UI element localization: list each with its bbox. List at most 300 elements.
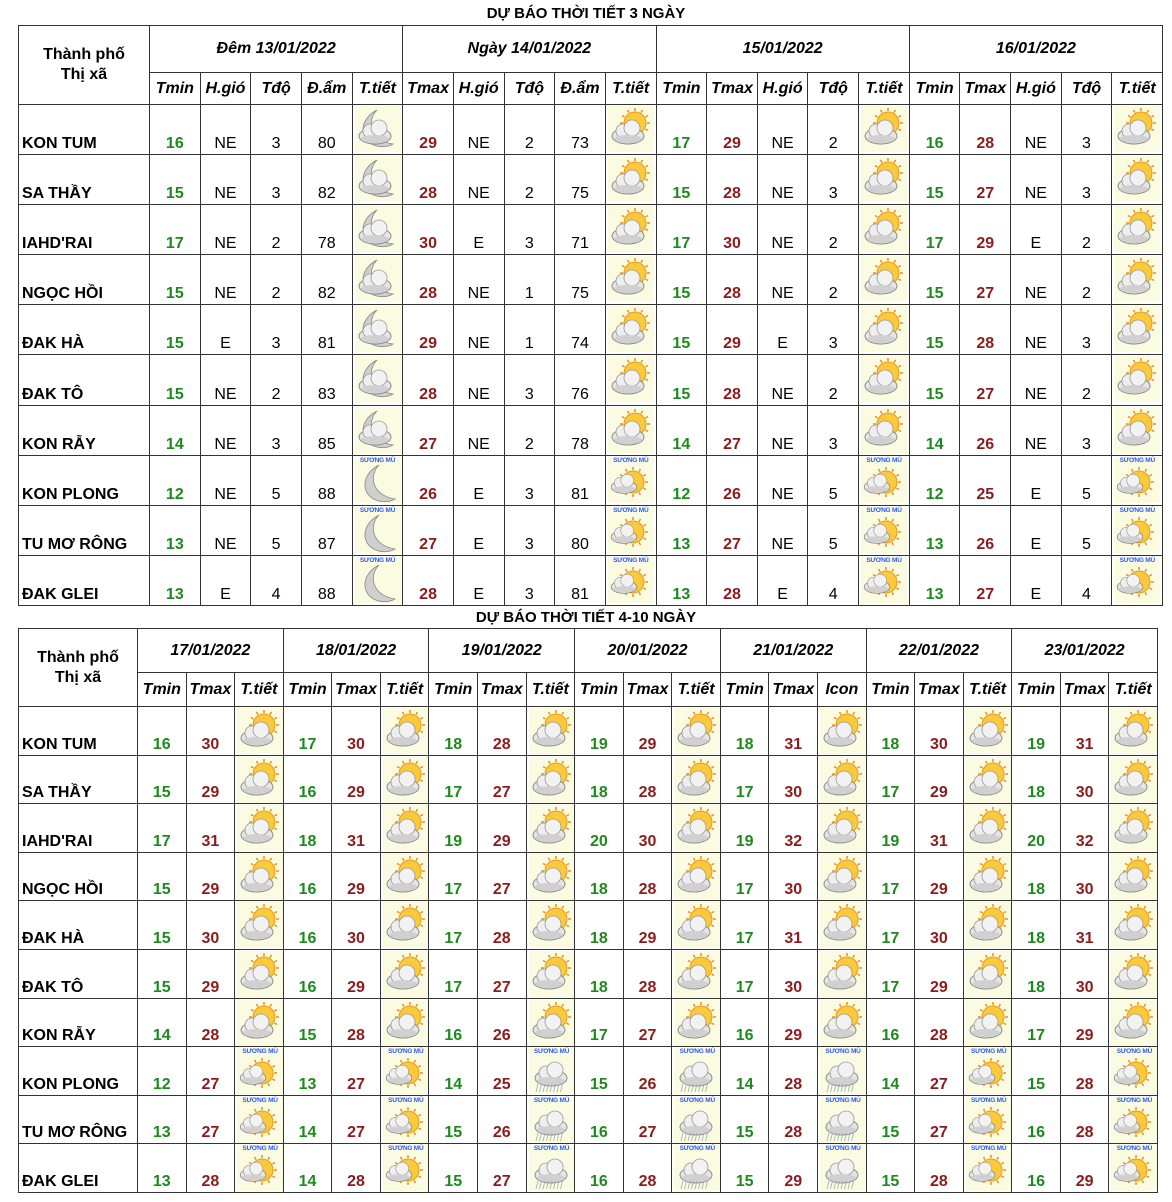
- fog-sunny-icon: [861, 557, 907, 603]
- tmax-value: 30: [915, 901, 964, 950]
- column-header: T.tiết: [859, 73, 910, 105]
- value-cell: 2: [1061, 355, 1112, 405]
- value-cell: 88: [301, 555, 352, 605]
- table-row: [19, 205, 1163, 255]
- tmin-value: 16: [575, 1144, 624, 1193]
- partly-cloudy-icon: [861, 407, 907, 453]
- value-cell: 5: [251, 455, 302, 505]
- partly-cloudy-icon: [529, 854, 575, 900]
- tmax-value: 26: [960, 505, 1011, 555]
- column-header: Tmax: [403, 73, 454, 105]
- place-name: KON PLONG: [19, 1047, 138, 1096]
- tmax-value: 28: [186, 998, 235, 1047]
- tmin-value: 15: [283, 998, 332, 1047]
- fog-sunny-icon: [861, 507, 907, 553]
- weather-icon-cell: [235, 1047, 284, 1096]
- value-cell: 78: [301, 205, 352, 255]
- partly-cloudy-icon: [820, 805, 866, 851]
- tmin-value: 15: [429, 1144, 478, 1193]
- fog-label: SƯƠNG MÙ: [1116, 1145, 1153, 1153]
- value-cell: 76: [555, 355, 606, 405]
- weather-icon-cell: [1109, 901, 1158, 950]
- column-header: Tmin: [283, 673, 332, 707]
- partly-cloudy-icon: [383, 1000, 429, 1046]
- place-header-line: Thị xã: [54, 668, 102, 686]
- column-header: H.gió: [200, 73, 251, 105]
- place-name: ĐAK TÔ: [19, 949, 138, 998]
- partly-cloudy-icon: [1111, 1000, 1157, 1046]
- column-header: Tmax: [478, 673, 527, 707]
- partly-cloudy-icon: [1111, 708, 1157, 754]
- value-cell: 5: [808, 505, 859, 555]
- weather-icon-cell: [818, 755, 867, 804]
- forecast-3day-title: DỰ BÁO THỜI TIẾT 3 NGÀY: [486, 5, 686, 22]
- tmax-value: 28: [478, 707, 527, 756]
- column-header: T.tiết: [1112, 73, 1163, 105]
- tmax-value: 29: [707, 305, 758, 355]
- partly-cloudy-icon: [966, 902, 1012, 948]
- weather-icon-cell: [352, 305, 403, 355]
- weather-icon-cell: [352, 355, 403, 405]
- value-cell: NE: [757, 405, 808, 455]
- tmax-value: 27: [623, 1095, 672, 1144]
- tmin-value: 16: [720, 998, 769, 1047]
- day-header: 20/01/2022: [575, 629, 721, 673]
- value-cell: E: [757, 305, 808, 355]
- value-cell: 5: [1061, 505, 1112, 555]
- tmax-value: 30: [1060, 755, 1109, 804]
- tmin-value: 17: [150, 205, 201, 255]
- value-cell: NE: [757, 505, 808, 555]
- partly-cloudy-icon: [966, 757, 1012, 803]
- tmax-value: 28: [769, 1047, 818, 1096]
- value-cell: NE: [757, 105, 808, 155]
- table-row: [19, 1095, 1158, 1144]
- value-cell: NE: [200, 405, 251, 455]
- fog-label: SƯƠNG MÙ: [613, 556, 649, 564]
- place-header-line: Thành phố: [43, 46, 125, 63]
- fog-label: SƯƠNG MÙ: [825, 1096, 861, 1104]
- value-cell: 88: [301, 455, 352, 505]
- tmax-value: 28: [707, 555, 758, 605]
- fog-label: SƯƠNG MÙ: [359, 556, 396, 564]
- tmin-value: 13: [138, 1095, 187, 1144]
- tmax-value: 29: [186, 852, 235, 901]
- column-header: Tmin: [656, 73, 707, 105]
- place-name: KON RẪY: [19, 405, 150, 455]
- value-cell: 81: [555, 455, 606, 505]
- weather-icon-cell: [352, 255, 403, 305]
- weather-icon-cell: [818, 998, 867, 1047]
- partly-cloudy-icon: [1114, 306, 1160, 352]
- fog-rain-icon: [674, 1097, 720, 1143]
- tmax-value: 28: [960, 305, 1011, 355]
- value-cell: NE: [200, 505, 251, 555]
- value-cell: E: [1011, 555, 1062, 605]
- partly-cloudy-icon: [383, 902, 429, 948]
- tmax-value: 28: [403, 555, 454, 605]
- weather-icon-cell: [526, 901, 575, 950]
- tmax-value: 29: [960, 205, 1011, 255]
- value-cell: NE: [200, 105, 251, 155]
- weather-icon-cell: [380, 755, 429, 804]
- weather-icon-cell: [380, 1144, 429, 1193]
- partly-cloudy-icon: [383, 708, 429, 754]
- column-header: Đ.ẩm: [555, 73, 606, 105]
- tmin-value: 17: [1012, 998, 1061, 1047]
- weather-icon-cell: [1109, 1095, 1158, 1144]
- weather-icon-cell: [605, 455, 656, 505]
- place-name: ĐAK HÀ: [19, 901, 138, 950]
- place-name: ĐAK TÔ: [19, 355, 150, 405]
- value-cell: 3: [1061, 155, 1112, 205]
- tmax-value: 30: [1060, 949, 1109, 998]
- weather-icon-cell: [526, 1047, 575, 1096]
- place-name: NGỌC HỒI: [19, 852, 138, 901]
- tmin-value: 15: [150, 305, 201, 355]
- value-cell: 2: [808, 255, 859, 305]
- value-cell: 2: [504, 155, 555, 205]
- tmin-value: 15: [150, 255, 201, 305]
- tmax-value: 31: [769, 707, 818, 756]
- day-header: 19/01/2022: [429, 629, 575, 673]
- weather-icon-cell: [818, 901, 867, 950]
- value-cell: NE: [200, 355, 251, 405]
- value-cell: NE: [453, 405, 504, 455]
- weather-icon-cell: [235, 1095, 284, 1144]
- fog-sunny-icon: [966, 1097, 1012, 1143]
- tmin-value: 15: [866, 1144, 915, 1193]
- fog-sunny-icon: [1111, 1097, 1157, 1143]
- tmin-value: 17: [866, 949, 915, 998]
- partly-cloudy-icon: [674, 1000, 720, 1046]
- tmax-value: 27: [960, 255, 1011, 305]
- column-header: Tđộ: [251, 73, 302, 105]
- value-cell: 2: [504, 405, 555, 455]
- value-cell: 75: [555, 255, 606, 305]
- fog-sunny-icon: [608, 457, 654, 503]
- fog-label: SƯƠNG MÙ: [1119, 556, 1155, 564]
- partly-cloudy-icon: [383, 757, 429, 803]
- value-cell: 5: [1061, 455, 1112, 505]
- tmax-value: 28: [1060, 1047, 1109, 1096]
- weather-icon-cell: [1112, 155, 1163, 205]
- tmin-value: 13: [656, 505, 707, 555]
- tmax-value: 26: [960, 405, 1011, 455]
- weather-icon-cell: [1112, 505, 1163, 555]
- weather-icon-cell: [1109, 804, 1158, 853]
- day-header: 15/01/2022: [656, 26, 909, 73]
- weather-icon-cell: [963, 852, 1012, 901]
- tmax-value: 32: [769, 804, 818, 853]
- fog-label: SƯƠNG MÙ: [533, 1145, 570, 1153]
- fog-label: SƯƠNG MÙ: [1116, 1096, 1153, 1104]
- weather-icon-cell: [672, 852, 721, 901]
- tmax-value: 25: [960, 455, 1011, 505]
- tmax-value: 28: [186, 1144, 235, 1193]
- partly-cloudy-icon: [529, 757, 575, 803]
- fog-sunny-icon: [383, 1097, 429, 1143]
- weather-icon-cell: [672, 1047, 721, 1096]
- value-cell: 4: [251, 555, 302, 605]
- fog-label: SƯƠNG MÙ: [388, 1096, 424, 1104]
- value-cell: NE: [757, 155, 808, 205]
- fog-label: SƯƠNG MÙ: [971, 1096, 1007, 1104]
- tmin-value: 15: [575, 1047, 624, 1096]
- fog-label: SƯƠNG MÙ: [679, 1145, 715, 1153]
- weather-icon-cell: [859, 405, 910, 455]
- value-cell: 3: [808, 155, 859, 205]
- fog-label: SƯƠNG MÙ: [971, 1048, 1007, 1056]
- column-header: Tmin: [909, 73, 960, 105]
- weather-icon-cell: [818, 949, 867, 998]
- column-header: Tđộ: [504, 73, 555, 105]
- tmin-value: 15: [909, 255, 960, 305]
- tmin-value: 16: [1012, 1144, 1061, 1193]
- value-cell: NE: [453, 305, 504, 355]
- value-cell: NE: [757, 205, 808, 255]
- partly-cloudy-icon: [383, 854, 429, 900]
- fog-label: SƯƠNG MÙ: [825, 1048, 861, 1056]
- fog-rain-icon: [820, 1097, 866, 1143]
- place-header-line: Thành phố: [37, 648, 119, 666]
- column-header: Tmax: [915, 673, 964, 707]
- weather-icon-cell: [818, 804, 867, 853]
- weather-icon-cell: [605, 105, 656, 155]
- value-cell: 1: [504, 305, 555, 355]
- tmin-value: 16: [866, 998, 915, 1047]
- column-header: T.tiết: [352, 73, 403, 105]
- tmin-value: 17: [866, 901, 915, 950]
- partly-cloudy-icon: [820, 1000, 866, 1046]
- value-cell: NE: [200, 255, 251, 305]
- value-cell: 2: [251, 205, 302, 255]
- fog-rain-icon: [674, 1048, 720, 1094]
- table-row: [19, 305, 1163, 355]
- tmin-value: 19: [429, 804, 478, 853]
- tmax-value: 28: [403, 355, 454, 405]
- tmax-value: 29: [1060, 998, 1109, 1047]
- weather-icon-cell: [605, 555, 656, 605]
- value-cell: NE: [757, 255, 808, 305]
- table-row: [19, 901, 1158, 950]
- column-header: Tđộ: [808, 73, 859, 105]
- tmin-value: 13: [283, 1047, 332, 1096]
- table-row: [19, 1144, 1158, 1193]
- tmax-value: 29: [332, 949, 381, 998]
- tmax-value: 27: [332, 1047, 381, 1096]
- fog-label: SƯƠNG MÙ: [242, 1048, 278, 1056]
- tmin-value: 15: [656, 305, 707, 355]
- weather-icon-cell: [526, 1095, 575, 1144]
- tmax-value: 28: [623, 755, 672, 804]
- fog-label: SƯƠNG MÙ: [533, 1048, 570, 1056]
- table-row: [19, 852, 1158, 901]
- tmin-value: 17: [429, 901, 478, 950]
- tmin-value: 15: [138, 755, 187, 804]
- tmin-value: 18: [429, 707, 478, 756]
- weather-icon-cell: [605, 255, 656, 305]
- tmax-value: 29: [623, 707, 672, 756]
- tmax-value: 27: [403, 505, 454, 555]
- value-cell: 3: [808, 305, 859, 355]
- weather-icon-cell: [672, 1095, 721, 1144]
- weather-icon-cell: [859, 455, 910, 505]
- forecast-4-10day-title: DỰ BÁO THỜI TIẾT 4-10 NGÀY: [475, 609, 697, 626]
- tmax-value: 29: [1060, 1144, 1109, 1193]
- value-cell: 81: [555, 555, 606, 605]
- tmin-value: 19: [720, 804, 769, 853]
- tmax-value: 27: [403, 405, 454, 455]
- tmin-value: 17: [283, 707, 332, 756]
- tmax-value: 28: [403, 255, 454, 305]
- forecast-4-10day-table: [18, 628, 1158, 1193]
- value-cell: 3: [504, 555, 555, 605]
- tmin-value: 18: [720, 707, 769, 756]
- tmax-value: 30: [186, 901, 235, 950]
- column-header: Tmax: [960, 73, 1011, 105]
- day-header: 23/01/2022: [1012, 629, 1158, 673]
- partly-cloudy-icon: [608, 156, 654, 202]
- tmax-value: 29: [769, 1144, 818, 1193]
- weather-icon-cell: [526, 804, 575, 853]
- value-cell: 2: [251, 355, 302, 405]
- fog-rain-icon: [529, 1145, 575, 1191]
- partly-cloudy-icon: [674, 854, 720, 900]
- tmax-value: 30: [623, 804, 672, 853]
- fog-label: SƯƠNG MÙ: [679, 1096, 715, 1104]
- place-name: IAHD'RAI: [19, 804, 138, 853]
- partly-cloudy-icon: [820, 854, 866, 900]
- weather-icon-cell: [526, 852, 575, 901]
- fog-sunny-icon: [608, 507, 654, 553]
- column-header: Tmin: [138, 673, 187, 707]
- value-cell: 80: [555, 505, 606, 555]
- fog-label: SƯƠNG MÙ: [242, 1096, 278, 1104]
- tmax-value: 31: [332, 804, 381, 853]
- column-header: Tmax: [1060, 673, 1109, 707]
- weather-icon-cell: [1112, 455, 1163, 505]
- fog-sunny-icon: [383, 1145, 429, 1191]
- value-cell: 2: [1061, 205, 1112, 255]
- tmin-value: 17: [575, 998, 624, 1047]
- tmin-value: 15: [909, 305, 960, 355]
- weather-icon-cell: [352, 405, 403, 455]
- column-header: Tmin: [1012, 673, 1061, 707]
- tmax-value: 26: [403, 455, 454, 505]
- tmax-value: 25: [478, 1047, 527, 1096]
- weather-icon-cell: [380, 804, 429, 853]
- fog-label: SƯƠNG MÙ: [1116, 1048, 1153, 1056]
- tmin-value: 18: [1012, 901, 1061, 950]
- fog-label: SƯƠNG MÙ: [1119, 506, 1155, 514]
- column-header: H.gió: [757, 73, 808, 105]
- partly-cloudy-icon: [383, 805, 429, 851]
- weather-icon-cell: [859, 305, 910, 355]
- column-header: Đ.ẩm: [301, 73, 352, 105]
- partly-cloudy-icon: [674, 951, 720, 997]
- value-cell: 3: [504, 455, 555, 505]
- tmax-value: 28: [623, 1144, 672, 1193]
- tmax-value: 27: [478, 755, 527, 804]
- column-header: Icon: [818, 673, 867, 707]
- weather-icon-cell: [526, 998, 575, 1047]
- value-cell: 3: [251, 405, 302, 455]
- weather-icon-cell: [672, 804, 721, 853]
- weather-icon-cell: [1109, 1047, 1158, 1096]
- value-cell: NE: [757, 455, 808, 505]
- table-row: [19, 1047, 1158, 1096]
- column-header: H.gió: [453, 73, 504, 105]
- tmax-value: 30: [186, 707, 235, 756]
- weather-icon-cell: [859, 155, 910, 205]
- fog-night-icon: [355, 557, 401, 603]
- weather-icon-cell: [605, 155, 656, 205]
- weather-icon-cell: [235, 852, 284, 901]
- value-cell: NE: [1011, 155, 1062, 205]
- weather-icon-cell: [818, 1047, 867, 1096]
- tmin-value: 19: [575, 707, 624, 756]
- day-header: 16/01/2022: [909, 26, 1162, 73]
- tmin-value: 12: [150, 455, 201, 505]
- tmax-value: 32: [1060, 804, 1109, 853]
- weather-icon-cell: [1112, 355, 1163, 405]
- weather-icon-cell: [1112, 255, 1163, 305]
- tmin-value: 20: [1012, 804, 1061, 853]
- partly-cloudy-icon: [529, 805, 575, 851]
- tmin-value: 17: [720, 755, 769, 804]
- partly-cloudy-icon: [861, 106, 907, 152]
- partly-cloudy-icon: [237, 902, 283, 948]
- weather-icon-cell: [859, 355, 910, 405]
- tmax-value: 27: [186, 1095, 235, 1144]
- fog-rain-icon: [820, 1048, 866, 1094]
- tmax-value: 31: [915, 804, 964, 853]
- night-cloudy-icon: [355, 156, 401, 202]
- fog-label: SƯƠNG MÙ: [242, 1145, 278, 1153]
- fog-sunny-icon: [966, 1145, 1012, 1191]
- partly-cloudy-icon: [1114, 256, 1160, 302]
- weather-icon-cell: [235, 707, 284, 756]
- value-cell: 3: [504, 355, 555, 405]
- weather-icon-cell: [859, 105, 910, 155]
- fog-label: SƯƠNG MÙ: [613, 506, 649, 514]
- value-cell: 3: [1061, 305, 1112, 355]
- value-cell: NE: [1011, 305, 1062, 355]
- tmin-value: 15: [138, 949, 187, 998]
- tmin-value: 14: [909, 405, 960, 455]
- tmax-value: 30: [915, 707, 964, 756]
- place-name: KON PLONG: [19, 455, 150, 505]
- tmin-value: 17: [429, 755, 478, 804]
- day-header: 18/01/2022: [283, 629, 429, 673]
- tmin-value: 18: [1012, 755, 1061, 804]
- fog-label: SƯƠNG MÙ: [825, 1145, 861, 1153]
- tmax-value: 29: [478, 804, 527, 853]
- value-cell: NE: [200, 155, 251, 205]
- tmax-value: 29: [623, 901, 672, 950]
- night-cloudy-icon: [355, 306, 401, 352]
- tmax-value: 28: [707, 155, 758, 205]
- weather-icon-cell: [380, 852, 429, 901]
- weather-icon-cell: [380, 707, 429, 756]
- tmin-value: 13: [150, 555, 201, 605]
- day-header: 21/01/2022: [720, 629, 866, 673]
- tmax-value: 29: [186, 949, 235, 998]
- tmin-value: 14: [656, 405, 707, 455]
- place-name: ĐAK GLEI: [19, 1144, 138, 1193]
- tmax-value: 30: [332, 901, 381, 950]
